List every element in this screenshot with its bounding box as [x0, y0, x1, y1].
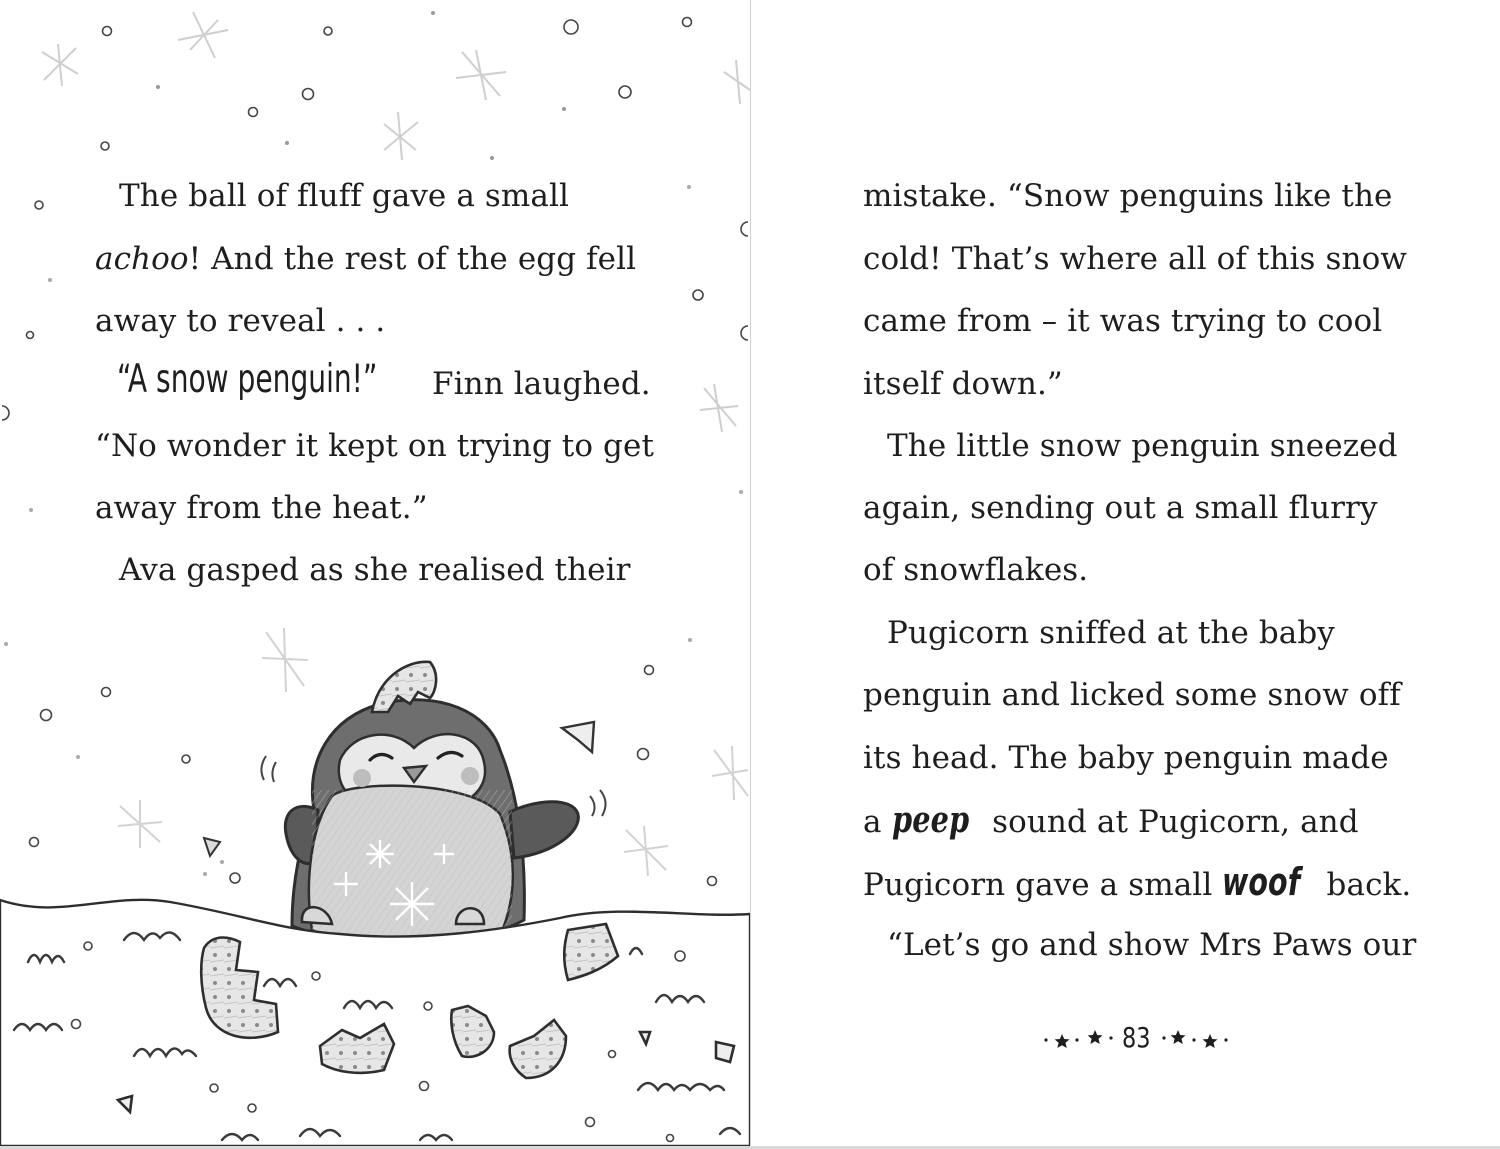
- left-line-4: [117, 357, 479, 402]
- right-line-1: mistake. “Snow penguins like the: [863, 178, 1393, 214]
- emphasis-woof: woof: [1222, 860, 1301, 904]
- right-line-11-text: sound at Pugicorn, and: [992, 804, 1359, 840]
- emphasis-peep: peep: [891, 799, 969, 841]
- page-number: 83: [1122, 1021, 1151, 1054]
- page-number-row: [1040, 1018, 1240, 1058]
- right-line-5: The little snow penguin sneezed: [887, 428, 1398, 464]
- right-line-12-text: Pugicorn gave a small: [863, 867, 1213, 903]
- top-snow-decoration: [0, 0, 750, 170]
- right-line-3: came from – it was trying to cool: [863, 303, 1383, 339]
- right-line-10: its head. The baby penguin made: [863, 740, 1389, 776]
- left-line-2: [95, 239, 636, 279]
- snow-ground: [0, 900, 750, 1146]
- right-line-7: of snowflakes.: [863, 552, 1089, 588]
- left-line-4-rest: Finn laughed.: [432, 366, 651, 402]
- display-quote: “A snow penguin!”: [117, 357, 378, 402]
- shell-fragment-icon: [562, 722, 594, 752]
- left-page: [0, 0, 750, 1146]
- right-line-11: [863, 800, 1359, 842]
- left-line-2-text: ! And the rest of the egg fell: [188, 241, 637, 277]
- right-line-4: itself down.”: [863, 366, 1063, 402]
- left-line-3: away to reveal . . .: [95, 303, 386, 339]
- right-line-13: “Let’s go and show Mrs Paws our: [887, 927, 1417, 963]
- left-line-1: The ball of fluff gave a small: [119, 178, 569, 214]
- right-line-9: penguin and licked some snow off: [863, 677, 1401, 713]
- snowflake-icon: [42, 12, 750, 160]
- right-line-8: Pugicorn sniffed at the baby: [887, 615, 1335, 651]
- right-line-12: [863, 862, 1411, 905]
- snowflake-icon: [700, 384, 738, 432]
- left-line-6: away from the heat.”: [95, 490, 428, 526]
- right-line-11-prefix: a: [863, 804, 882, 840]
- left-line-7: Ava gasped as she realised their: [119, 552, 631, 588]
- shell-fragment-icon: [204, 838, 220, 856]
- penguin-hatching-illustration: [0, 600, 750, 1146]
- right-line-12-end: back.: [1326, 867, 1412, 903]
- left-line-5: “No wonder it kept on trying to get: [95, 428, 655, 464]
- right-line-2: cold! That’s where all of this snow: [863, 241, 1407, 277]
- emphasis-achoo: achoo: [95, 241, 189, 277]
- right-line-6: again, sending out a small flurry: [863, 490, 1378, 526]
- penguin-icon: [285, 662, 578, 949]
- right-page: [751, 0, 1500, 1146]
